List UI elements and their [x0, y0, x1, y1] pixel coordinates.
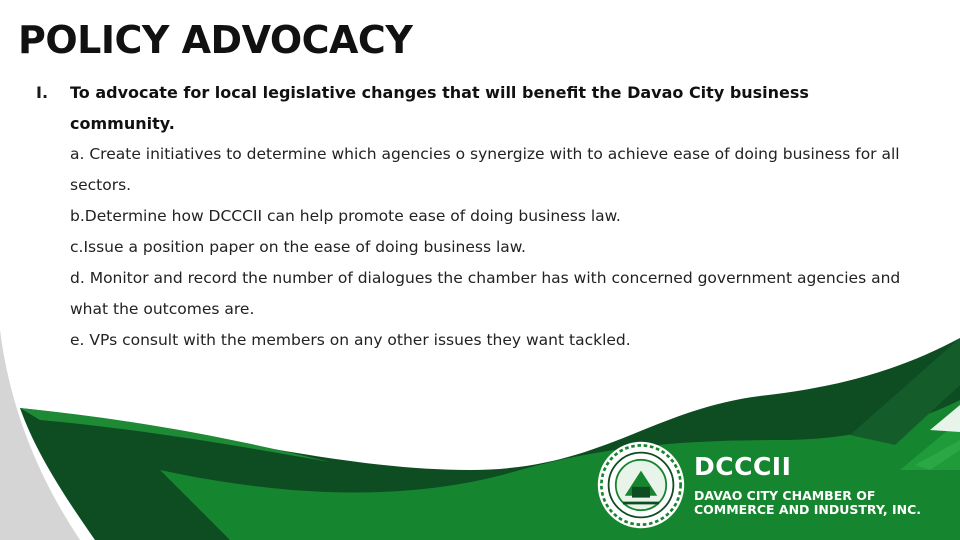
- brand-short-name: DCCCII: [694, 452, 792, 481]
- action-item: c.Issue a position paper on the ease of doing business law.: [70, 238, 526, 256]
- brand-full-name: DAVAO CITY CHAMBER OF COMMERCE AND INDUSTRY, INC.: [694, 488, 921, 517]
- section-heading: To advocate for local legislative changes that will benefit the Davao City business community.: [70, 83, 809, 133]
- action-item: b.Determine how DCCCII can help promote ease of doing business law.: [70, 207, 621, 225]
- chamber-seal-icon: [596, 440, 686, 530]
- action-item: d. Monitor and record the number of dialogues the chamber has with concerned government agencies and what the outcomes are.: [70, 269, 901, 318]
- policy-section: [36, 77, 916, 356]
- action-item: a. Create initiatives to determine which agencies o synergize with to achieve ease of doing business for all sectors.: [70, 145, 900, 194]
- section-heading-row: [36, 77, 916, 139]
- brand-block: [694, 452, 944, 517]
- section-numeral: I.: [36, 83, 49, 102]
- slide-title: POLICY ADVOCACY: [18, 18, 413, 62]
- action-items-list: [36, 139, 916, 356]
- action-item: e. VPs consult with the members on any other issues they want tackled.: [70, 331, 631, 349]
